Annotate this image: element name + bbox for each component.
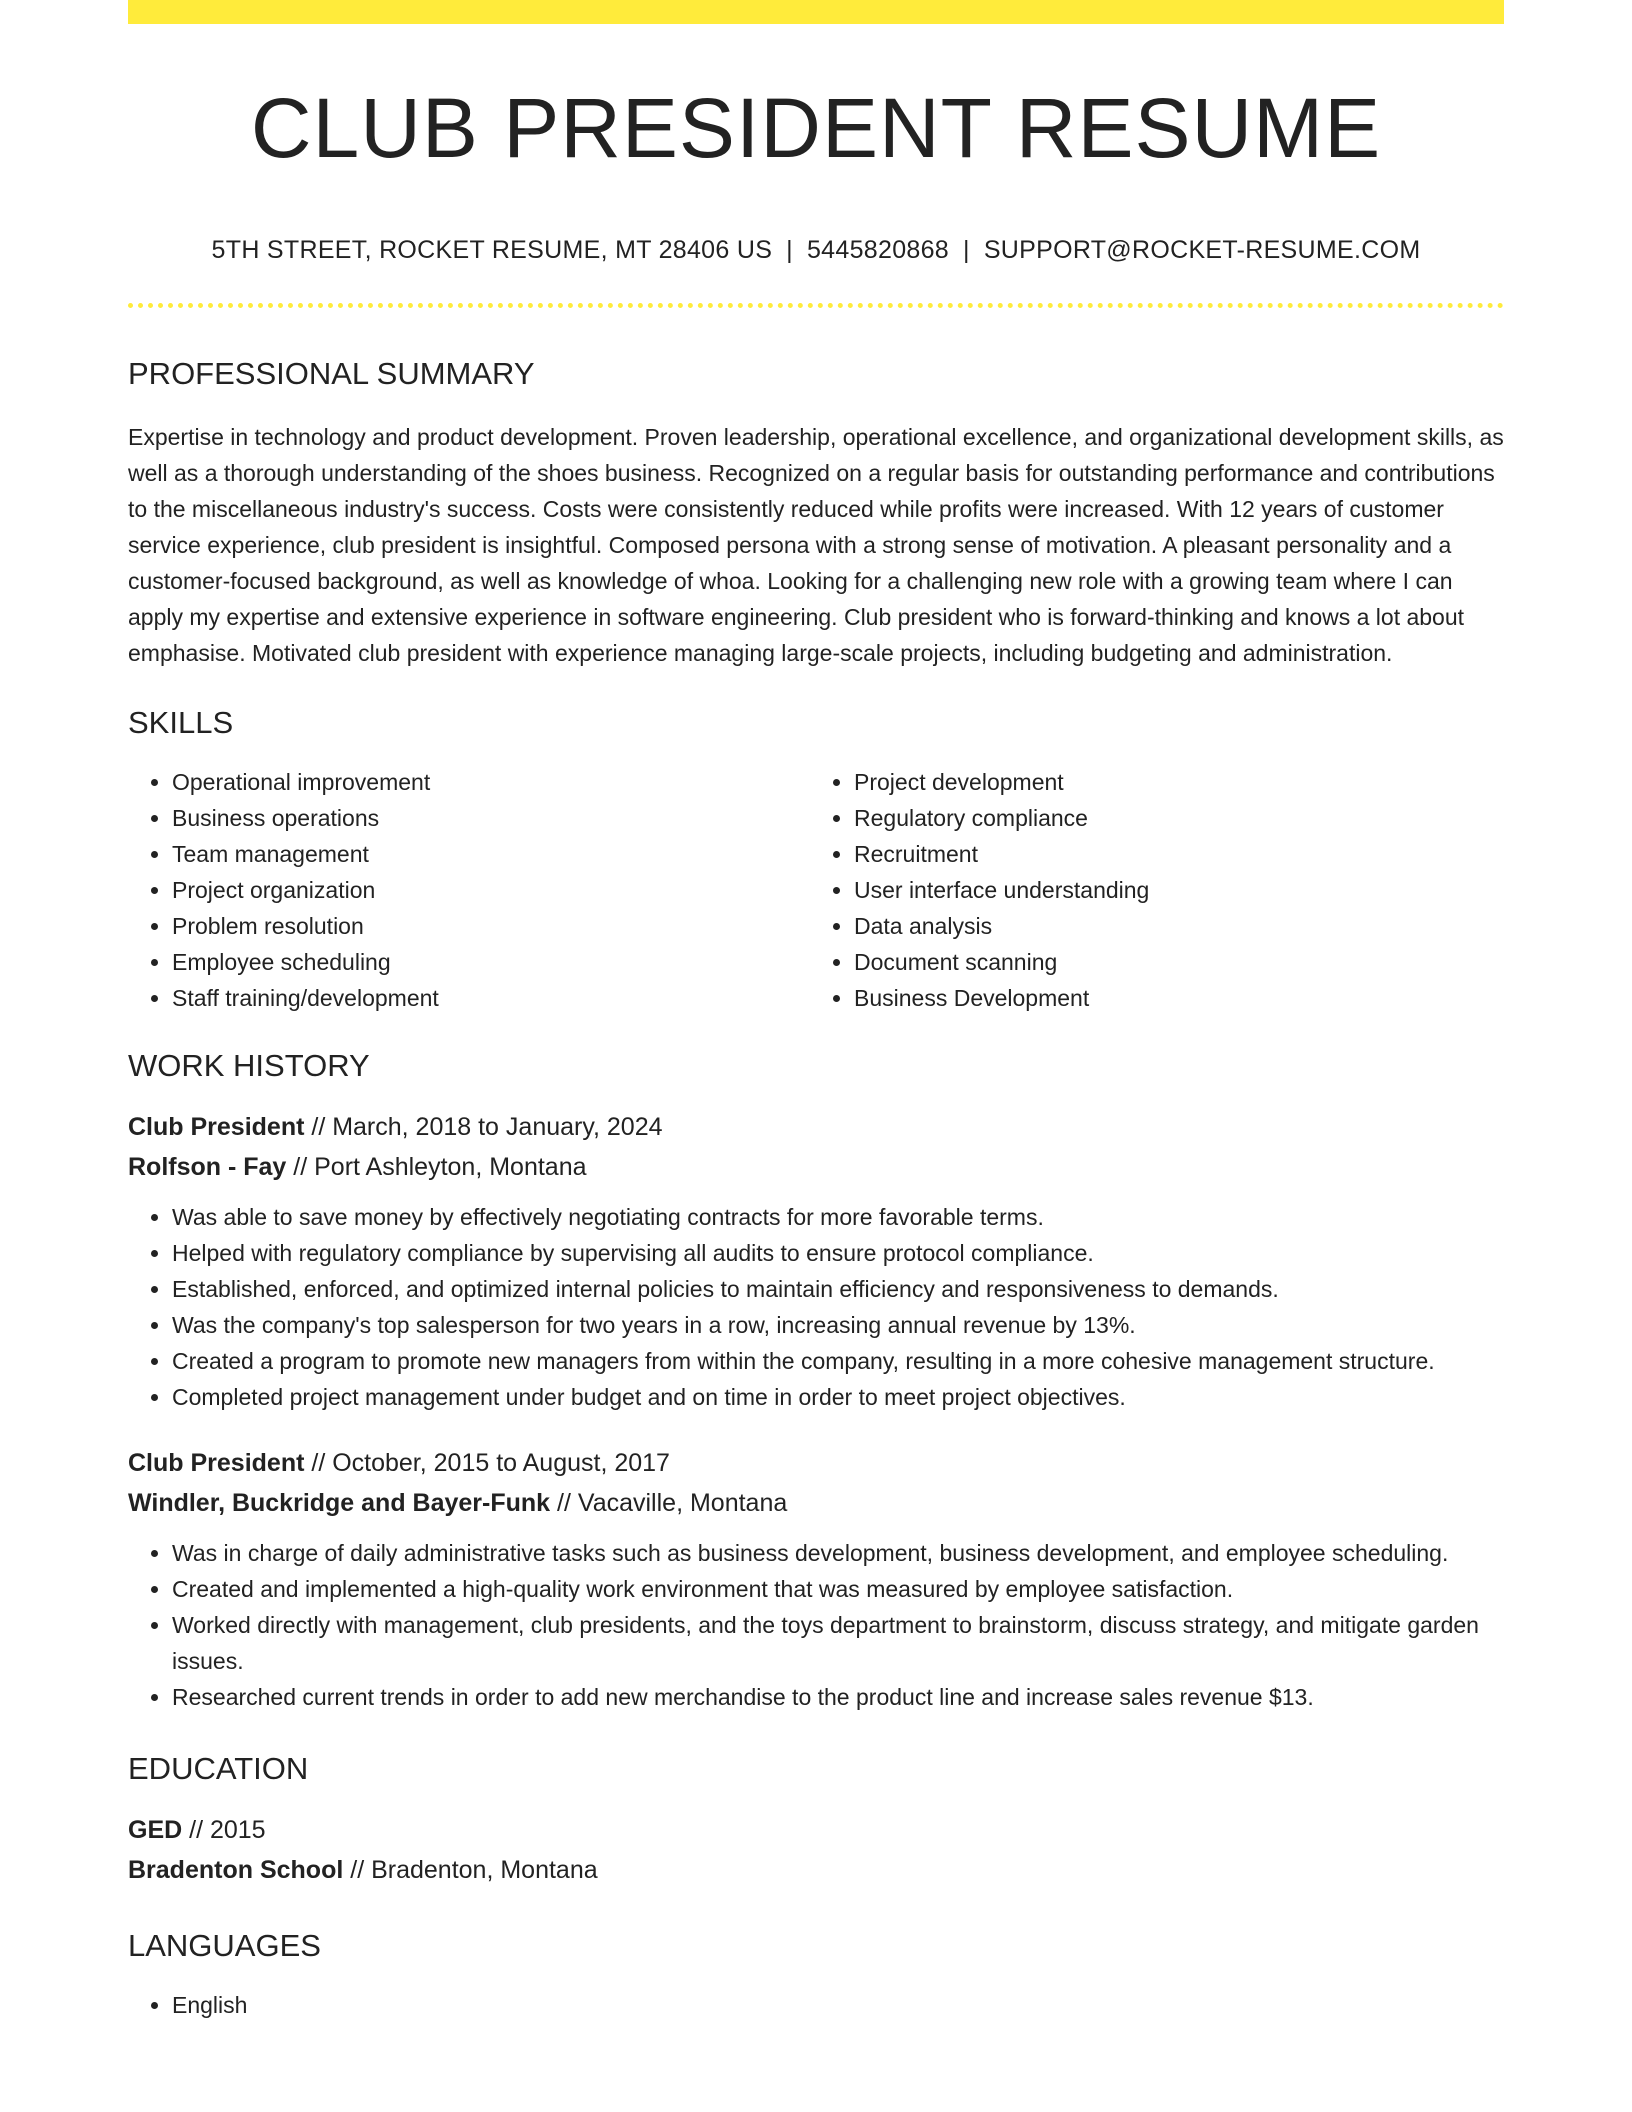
skill-item: • Project development	[854, 764, 1488, 800]
job-title: Club President	[128, 1449, 305, 1477]
education-heading: EDUCATION	[128, 1751, 309, 1786]
education-degree-line	[128, 1810, 1504, 1850]
job-company: Rolfson - Fay	[128, 1153, 287, 1181]
job-bullets	[128, 1535, 1504, 1715]
job-company-line	[128, 1483, 1504, 1523]
contact-separator: |	[963, 236, 970, 264]
job-bullet: • Researched current trends in order to add new merchandise to the product line and increase sales revenue $13.	[172, 1679, 1504, 1715]
skills-list-left	[128, 764, 806, 1016]
job-dates: // March, 2018 to January, 2024	[304, 1113, 663, 1141]
skill-item: • Business Development	[854, 980, 1488, 1016]
job-location: // Port Ashleyton, Montana	[286, 1153, 587, 1181]
job-bullet: • Was in charge of daily administrative tasks such as business development, business development, and employee scheduling.	[172, 1535, 1504, 1571]
job-bullet: • Worked directly with management, club presidents, and the toys department to brainstorm, discuss strategy, and mitigate garden issues.	[172, 1607, 1504, 1679]
skill-item: • Recruitment	[854, 836, 1488, 872]
job-bullet: • Was able to save money by effectively negotiating contracts for more favorable terms.	[172, 1199, 1504, 1235]
job-bullet: • Created and implemented a high-quality work environment that was measured by employee satisfaction.	[172, 1571, 1504, 1607]
job-bullet: • Helped with regulatory compliance by supervising all audits to ensure protocol compliance.	[172, 1235, 1504, 1271]
contact-address: 5TH STREET, ROCKET RESUME, MT 28406 US	[211, 236, 773, 264]
accent-top-bar	[128, 0, 1504, 24]
education-year: // 2015	[182, 1816, 266, 1844]
skill-item: • Problem resolution	[172, 908, 806, 944]
job-entry	[128, 1443, 1504, 1715]
page-title: CLUB PRESIDENT RESUME	[250, 81, 1382, 175]
job-title-line	[128, 1107, 1504, 1147]
job-company: Windler, Buckridge and Bayer-Funk	[128, 1489, 551, 1517]
contact-phone: 5445820868	[806, 236, 950, 264]
contact-line	[128, 236, 1504, 265]
dotted-divider	[128, 303, 1504, 308]
education-location: // Bradenton, Montana	[343, 1856, 598, 1884]
resume-page	[128, 0, 1504, 2023]
education-entry	[128, 1810, 1504, 1890]
job-dates: // October, 2015 to August, 2017	[304, 1449, 670, 1477]
skill-item: • Employee scheduling	[172, 944, 806, 980]
job-bullet: • Created a program to promote new managers from within the company, resulting in a more cohesive management structure.	[172, 1343, 1504, 1379]
job-location: // Vacaville, Montana	[550, 1489, 788, 1517]
work-history-heading: WORK HISTORY	[128, 1048, 370, 1083]
education-degree: GED	[128, 1816, 183, 1844]
skill-item: • Data analysis	[854, 908, 1488, 944]
skill-item: • Business operations	[172, 800, 806, 836]
skill-item: • User interface understanding	[854, 872, 1488, 908]
education-school: Bradenton School	[128, 1856, 344, 1884]
languages-section	[128, 1987, 1504, 2023]
skill-item: • Team management	[172, 836, 806, 872]
job-title: Club President	[128, 1113, 305, 1141]
job-bullet: • Established, enforced, and optimized internal policies to maintain efficiency and responsiveness to demands.	[172, 1271, 1504, 1307]
job-bullet: • Completed project management under budget and on time in order to meet project objectives.	[172, 1379, 1504, 1415]
education-school-line	[128, 1850, 1504, 1890]
language-item: • English	[172, 1987, 1504, 2023]
contact-separator: |	[786, 236, 793, 264]
job-entry	[128, 1107, 1504, 1415]
job-company-line	[128, 1147, 1504, 1187]
skill-item: • Staff training/development	[172, 980, 806, 1016]
skills-heading: SKILLS	[128, 705, 234, 740]
skill-item: • Operational improvement	[172, 764, 806, 800]
summary-heading: PROFESSIONAL SUMMARY	[128, 356, 535, 391]
contact-email: SUPPORT@ROCKET-RESUME.COM	[983, 236, 1421, 264]
skills-list-right	[806, 764, 1488, 1016]
job-bullets	[128, 1199, 1504, 1415]
summary-text: Expertise in technology and product development. Proven leadership, operational excellence, and organizational development skills, as well as a thorough understanding of the shoes business. Recognized on a regular basis for outstanding performance and contributions to the miscellaneous industry's success. Costs were consistently reduced while profits were increased. With 12 years of customer service experience, club president is insightful. Composed persona with a strong sense of motivation. A pleasant personality and a customer-focused background, as well as knowledge of whoa. Looking for a challenging new role with a growing team where I can apply my expertise and extensive experience in software engineering. Club president who is forward-thinking and knows a lot about emphasise. Motivated club president with experience managing large-scale projects, including budgeting and administration.	[128, 424, 1504, 666]
languages-list	[128, 1987, 1504, 2023]
languages-heading: LANGUAGES	[128, 1928, 321, 1963]
job-bullet: • Was the company's top salesperson for two years in a row, increasing annual revenue by 13%.	[172, 1307, 1504, 1343]
job-title-line	[128, 1443, 1504, 1483]
skill-item: • Document scanning	[854, 944, 1488, 980]
skill-item: • Project organization	[172, 872, 806, 908]
skills-columns	[128, 764, 1504, 1016]
skill-item: • Regulatory compliance	[854, 800, 1488, 836]
